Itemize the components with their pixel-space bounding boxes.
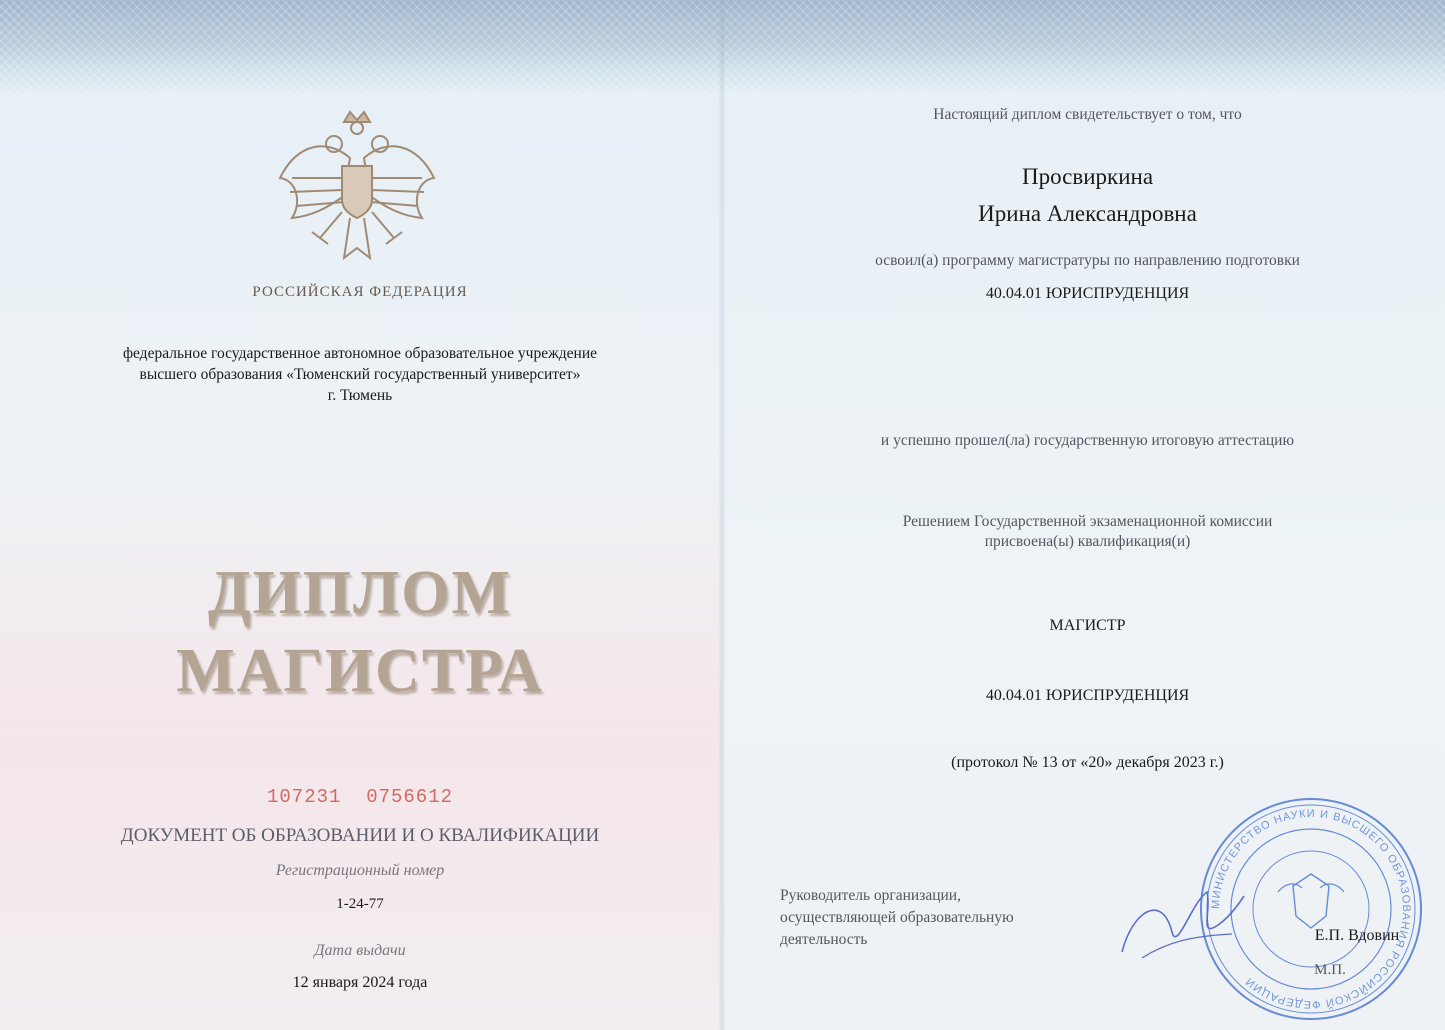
institution-city: г. Тюмень <box>327 387 393 404</box>
issue-date-label: Дата выдачи <box>314 942 406 959</box>
head-line-3: деятельность <box>780 931 868 948</box>
head-of-organization-label <box>780 885 1100 951</box>
program-mastered-text: освоил(а) программу магистратуры по направлению подготовки <box>875 252 1300 269</box>
graduate-given-names: Ирина Александровна <box>978 201 1197 226</box>
diploma-title-line-1: ДИПЛОМ <box>207 559 513 627</box>
commission-decision-line-1: Решением Государственной экзаменационной комиссии <box>902 513 1273 530</box>
institution-line-2: высшего образования «Тюменский государственный университет» <box>139 366 581 383</box>
protocol-reference: (протокол № 13 от «20» декабря 2023 г.) <box>951 754 1224 771</box>
commission-decision <box>760 512 1415 552</box>
serial-number: 107231 0756612 <box>266 786 454 808</box>
qualification: МАГИСТР <box>1049 617 1126 634</box>
head-line-2: осуществляющей образовательную <box>780 909 1014 926</box>
round-seal-icon <box>1198 796 1424 1022</box>
head-line-1: Руководитель организации, <box>780 887 961 904</box>
seal-text: МИНИСТЕРСТВО НАУКИ И ВЫСШЕГО ОБРАЗОВАНИЯ РОССИЙСКОЙ ФЕДЕРАЦИИ <box>1209 807 1413 1011</box>
document-type: ДОКУМЕНТ ОБ ОБРАЗОВАНИИ И О КВАЛИФИКАЦИИ <box>120 825 600 846</box>
graduate-surname: Просвиркина <box>1021 164 1154 189</box>
page-fold <box>718 0 726 1030</box>
certification-intro: Настоящий диплом свидетельствует о том, что <box>933 106 1242 123</box>
attestation-text: и успешно прошел(ла) государственную итоговую аттестацию <box>880 432 1295 449</box>
seal-place-label: М.П. <box>1314 962 1346 978</box>
registration-number: 1-24-77 <box>336 896 384 912</box>
graduate-name <box>760 158 1415 232</box>
specialty: 40.04.01 ЮРИСПРУДЕНЦИЯ <box>985 687 1190 704</box>
diploma-title-line-2: МАГИСТРА <box>176 637 544 705</box>
program-name: 40.04.01 ЮРИСПРУДЕНЦИЯ <box>985 285 1190 302</box>
country-name: РОССИЙСКАЯ ФЕДЕРАЦИЯ <box>252 284 468 300</box>
double-headed-eagle-icon <box>272 108 442 278</box>
registration-label: Регистрационный номер <box>275 862 445 879</box>
institution-block <box>30 343 690 406</box>
issue-date: 12 января 2024 года <box>292 974 428 991</box>
commission-decision-line-2: присвоена(ы) квалификация(и) <box>984 533 1191 550</box>
institution-line-1: федеральное государственное автономное образовательное учреждение <box>122 345 598 362</box>
signer-name: Е.П. Вдовин <box>1314 927 1400 944</box>
